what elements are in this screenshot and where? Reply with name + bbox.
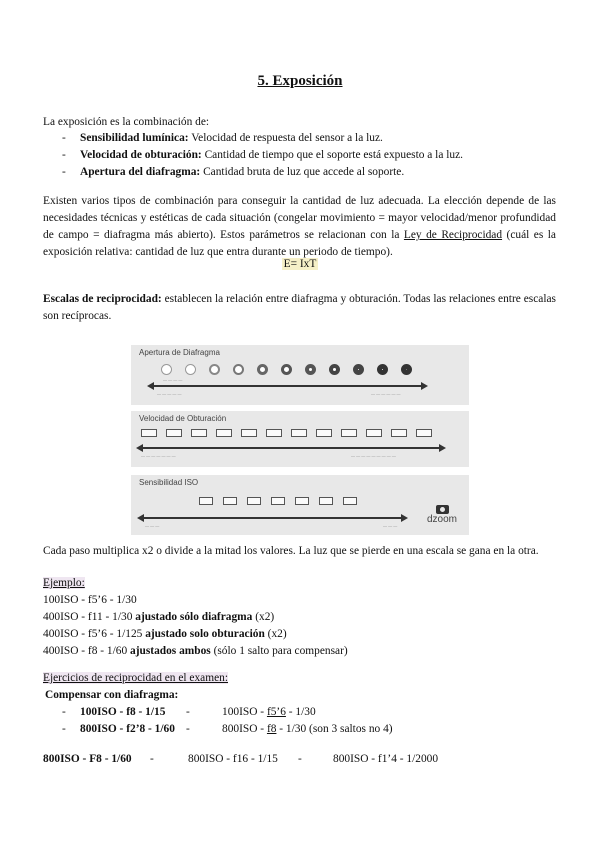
bullet-dash: - [62, 132, 66, 144]
exercise-answer: 800ISO - [222, 723, 267, 735]
aperture-icon [305, 364, 316, 375]
exercise-option: 800ISO - f16 - 1/15 [188, 753, 278, 765]
exercise-answer: 100ISO - [222, 706, 267, 718]
exercise-given: 800ISO - f2’8 - 1/60 [80, 723, 175, 735]
shutter-box [166, 429, 182, 437]
iso-panel: Sensibilidad ISO — — — — — — [131, 475, 469, 535]
row-sep: - [186, 706, 190, 718]
paragraph-combinations [43, 193, 556, 261]
example-row [43, 594, 137, 606]
aperture-icon [185, 364, 196, 375]
row-dash: - [62, 706, 66, 718]
shutter-box [341, 429, 357, 437]
bullet-term: Apertura del diafragma: [80, 166, 201, 178]
exercise-given: 100ISO - f8 - 1/15 [80, 706, 166, 718]
list-item [62, 132, 383, 144]
row-dash: - [62, 723, 66, 735]
example-text: 400ISO - f8 - 1/60 [43, 645, 131, 657]
iso-box [223, 497, 237, 505]
exercise-answer-tail: - 1/30 [285, 706, 316, 718]
formula-text: E= IxT [283, 258, 317, 270]
aperture-icon [209, 364, 220, 375]
iso-box [319, 497, 333, 505]
arrow-left-icon [137, 514, 144, 522]
ejercicios-label-text: Ejercicios de reciprocidad en el examen: [43, 672, 229, 684]
iso-box [295, 497, 309, 505]
exercise-answer-tail: - 1/30 (son 3 saltos no 4) [276, 723, 393, 735]
iso-box [247, 497, 261, 505]
shutter-box [266, 429, 282, 437]
compensar-label [45, 689, 178, 701]
scale-arrow [143, 517, 403, 519]
shutter-box [316, 429, 332, 437]
example-text: 400ISO - f11 - 1/30 [43, 611, 136, 623]
compensar-label-text: Compensar con diafragma: [45, 689, 179, 701]
list-item [62, 166, 404, 178]
exercise-row [62, 723, 393, 735]
shutter-box [366, 429, 382, 437]
intro-text: La exposición es la combinación de: [43, 116, 210, 128]
list-item [62, 149, 463, 161]
aperture-icon [377, 364, 388, 375]
aperture-icon [257, 364, 268, 375]
shutter-box [291, 429, 307, 437]
aperture-icon [353, 364, 364, 375]
aperture-panel-title: Apertura de Diafragma [139, 348, 220, 357]
row-sep: - [298, 753, 302, 765]
row-sep: - [150, 753, 154, 765]
example-tail: (x2) [252, 611, 275, 623]
bullet-term: Velocidad de obturación: [80, 149, 202, 161]
bullet-text: Velocidad de respuesta del sensor a la luz. [188, 132, 383, 144]
reciprocity-scales-figure [131, 345, 469, 535]
bullet-dash: - [62, 149, 66, 161]
arrow-right-icon [439, 444, 446, 452]
ley-reciprocidad-link[interactable]: Ley de Reciprocidad [403, 229, 503, 241]
camera-icon [436, 505, 449, 514]
dzoom-logo [425, 505, 459, 525]
shutter-panel: Velocidad de Obturación — — — — — — — — — — — — — — — — [131, 411, 469, 467]
logo-text: dzoom [426, 514, 457, 525]
arrow-right-icon [421, 382, 428, 390]
example-text: 400ISO - f5’6 - 1/125 [43, 628, 146, 640]
shutter-box [191, 429, 207, 437]
row-sep: - [186, 723, 190, 735]
scale-arrow [141, 447, 441, 449]
example-row [43, 628, 287, 640]
shutter-box [216, 429, 232, 437]
exercise-row-final [43, 753, 438, 765]
ejemplo-label-text: Ejemplo: [43, 577, 85, 589]
exercise-answer-highlight: f5’6 [266, 706, 286, 718]
page-title: 5. Exposición [257, 73, 343, 89]
arrow-right-icon [401, 514, 408, 522]
arrow-left-icon [147, 382, 154, 390]
exercise-option: 800ISO - f1’4 - 1/2000 [333, 753, 439, 765]
example-bold: ajustados ambos [130, 645, 211, 657]
paragraph-tail: (cuál es la exposición relativa: cantidad de luz que entra durante un periodo de tiempo). [43, 229, 556, 258]
iso-box [343, 497, 357, 505]
paragraph-escalas [43, 291, 556, 325]
escalas-term: Escalas de reciprocidad: [43, 293, 162, 305]
formula [0, 258, 600, 270]
aperture-icon [161, 364, 172, 375]
aperture-icon [281, 364, 292, 375]
exercise-answer-highlight: f8 [266, 723, 277, 735]
shutter-panel-title: Velocidad de Obturación [139, 414, 227, 423]
example-text: 100ISO - f5’6 - 1/30 [43, 594, 137, 606]
example-bold: ajustado sólo diafragma [135, 611, 253, 623]
bullet-text: Cantidad de tiempo que el soporte está expuesto a la luz. [201, 149, 464, 161]
example-bold: ajustado solo obturación [145, 628, 265, 640]
example-row [43, 645, 348, 657]
shutter-box [241, 429, 257, 437]
ejercicios-label [43, 672, 228, 684]
ejemplo-label [43, 577, 85, 589]
aperture-icon [401, 364, 412, 375]
bullet-term: Sensibilidad lumínica: [80, 132, 189, 144]
iso-box [199, 497, 213, 505]
example-row [43, 611, 274, 623]
bullet-dash: - [62, 166, 66, 178]
example-tail: (x2) [264, 628, 287, 640]
aperture-panel: Apertura de Diafragma — — — — — — — — — — — — — — — [131, 345, 469, 405]
shutter-box [391, 429, 407, 437]
exercise-given: 800ISO - F8 - 1/60 [43, 753, 132, 765]
bullet-text: Cantidad bruta de luz que accede al soporte. [200, 166, 405, 178]
arrow-left-icon [136, 444, 143, 452]
aperture-icon [329, 364, 340, 375]
scale-arrow [153, 385, 423, 387]
aperture-icon [233, 364, 244, 375]
shutter-box [141, 429, 157, 437]
shutter-box [416, 429, 432, 437]
iso-panel-title: Sensibilidad ISO [139, 478, 199, 487]
exercise-row [62, 706, 316, 718]
escalas-text: establecen la relación entre diafragma y obturación. Todas las relaciones entre escalas son recíprocas. [43, 293, 556, 322]
paragraph-multiplica: Cada paso multiplica x2 o divide a la mitad los valores. La luz que se pierde en una escala se gana en la otra. [43, 545, 539, 557]
example-tail: (sólo 1 salto para compensar) [210, 645, 348, 657]
iso-box [271, 497, 285, 505]
paragraph-text: Existen varios tipos de combinación para conseguir la cantidad de luz adecuada. La elección depende de las necesidades técnicas y estéticas de cada situación (congelar movimiento = mayor velocidad/menor profundidad de campo = diafragma más abierto). Estos parámetros se relacionan con la [43, 195, 556, 241]
